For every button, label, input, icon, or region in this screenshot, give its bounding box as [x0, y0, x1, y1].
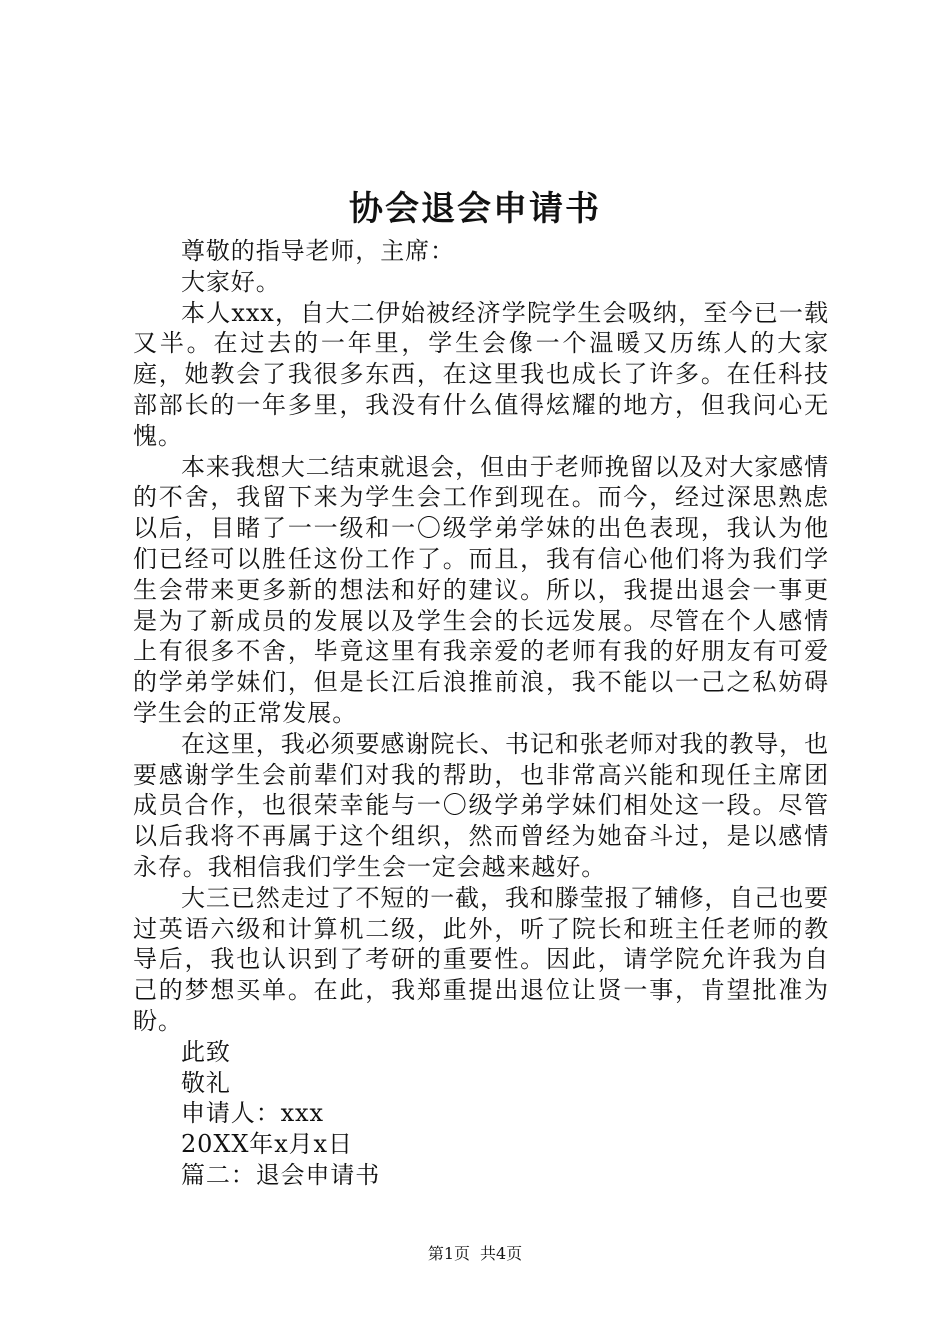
- paragraph-2: 本来我想大二结束就退会，但由于老师挽留以及对大家感情的不舍，我留下来为学生会工作到现在。而今，经过深思熟虑以后，目睹了一一级和一〇级学弟学妹的出色表现，我认为他们已经可以胜任这份工作了。而且，我有信心他们将为我们学生会带来更多新的想法和好的建议。所以，我提出退会一事更是为了新成员的发展以及学生会的长远发展。尽管在个人感情上有很多不舍，毕竟这里有我亲爱的老师有我的好朋友有可爱的学弟学妹们，但是长江后浪推前浪，我不能以一己之私妨碍学生会的正常发展。: [133, 452, 829, 727]
- page-total: 共4页: [480, 1244, 523, 1263]
- page-number: 第1页: [427, 1244, 470, 1263]
- document-title: 协会退会申请书: [349, 189, 601, 229]
- page-footer: [0, 1242, 950, 1266]
- paragraph-3: 在这里，我必须要感谢院长、书记和张老师对我的教导，也要感谢学生会前辈们对我的帮助，也非常高兴能和现任主席团成员合作，也很荣幸能与一〇级学弟学妹们相处这一段。尽管以后我将不再属于这个组织，然而曾经为她奋斗过，是以感情永存。我相信我们学生会一定会越来越好。: [133, 729, 829, 881]
- date-line: 20XX年x月x日: [181, 1130, 353, 1159]
- paragraph-1: 本人xxx，自大二伊始被经济学院学生会吸纳，至今已一载又半。在过去的一年里，学生会像一个温暖又历练人的大家庭，她教会了我很多东西，在这里我也成长了许多。在任科技部部长的一年多里，我没有什么值得炫耀的地方，但我问心无愧。: [133, 298, 829, 450]
- next-section-heading: 篇二：退会申请书: [181, 1160, 381, 1189]
- closing-line-1: 此致: [181, 1037, 231, 1066]
- salutation: 尊敬的指导老师，主席：: [181, 237, 455, 265]
- document-body: [133, 236, 829, 1191]
- closing-line-2: 敬礼: [181, 1068, 231, 1097]
- paragraph-4: 大三已然走过了不短的一截，我和滕莹报了辅修，自己也要过英语六级和计算机二级，此外，听了院长和班主任老师的教导后，我也认识到了考研的重要性。因此，请学院允许我为自己的梦想买单。在此，我郑重提出退位让贤一事，肯望批准为盼。: [133, 883, 829, 1035]
- applicant-signature: 申请人：xxx: [181, 1099, 324, 1128]
- greeting: 大家好。: [181, 267, 281, 296]
